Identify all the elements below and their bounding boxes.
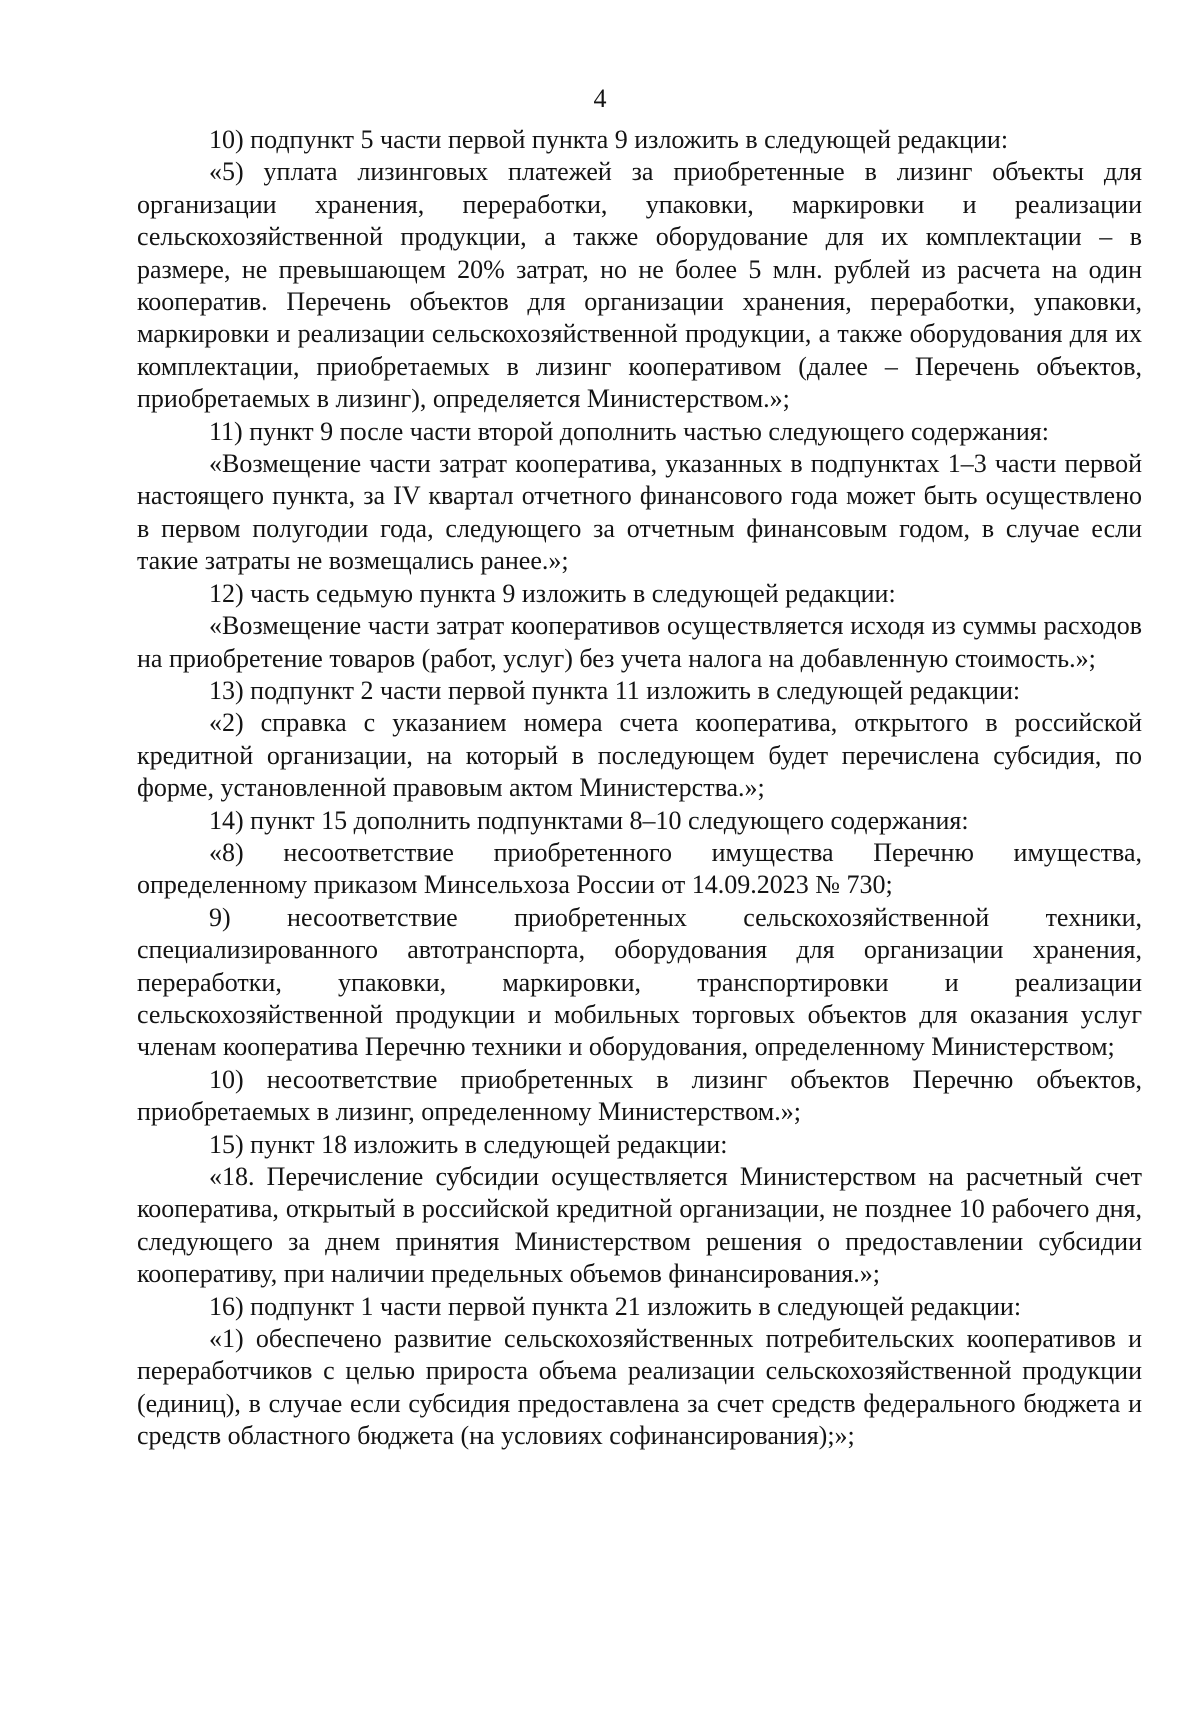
paragraph-subitem-5-leasing: «5) уплата лизинговых платежей за приобретенные в лизинг объекты для организации хранения, переработки, упаковки, маркировки и реализации сельскохозяйственной продукции, а также оборудование для их комплектации – в размере, не превышающем 20% затрат, но не более 5 млн. рублей из расчета на один кооператив. Перечень объектов для организации хранения, переработки, упаковки, маркировки и реализации сельскохозяйственной продукции, а также оборудования для их комплектации, приобретаемых в лизинг кооперативом (далее – Перечень объектов, приобретаемых в лизинг), определяется Министерством.»; <box>137 157 1142 414</box>
paragraph-point-18-transfer: «18. Перечисление субсидии осуществляется Министерством на расчетный счет кооператива, открытый в российской кредитной организации, не позднее 10 рабочего дня, следующего за днем принятия Министерством решения о предоставлении субсидии кооперативу, при наличии предельных объемов финансирования.»; <box>137 1162 1142 1289</box>
paragraph-cost-reimbursement-vat: «Возмещение части затрат кооперативов осуществляется исходя из суммы расходов на приобретение товаров (работ, услуг) без учета налога на добавленную стоимость.»; <box>137 611 1142 673</box>
paragraph-subitem-2-bank-certificate: «2) справка с указанием номера счета кооператива, открытого в российской кредитной организации, на который в последующем будет перечислена субсидия, по форме, установленной правовым актом Министерства.»; <box>137 708 1142 803</box>
paragraph-item-15: 15) пункт 18 изложить в следующей редакции: <box>209 1129 728 1159</box>
paragraph-cost-reimbursement-q4: «Возмещение части затрат кооператива, указанных в подпунктах 1–3 части первой настоящего пункта, за IV квартал отчетного финансового года может быть осуществлено в первом полугодии года, следующего за отчетным финансовым годом, в случае если такие затраты не возмещались ранее.»; <box>137 449 1142 576</box>
paragraph-subitem-1-development: «1) обеспечено развитие сельскохозяйственных потребительских кооперативов и переработчиков с целью прироста объема реализации сельскохозяйственной продукции (единиц), в случае если субсидия предоставлена за счет средств федерального бюджета и средств областного бюджета (на условиях софинансирования);»; <box>137 1324 1142 1451</box>
paragraph-item-16: 16) подпункт 1 части первой пункта 21 изложить в следующей редакции: <box>209 1291 1022 1321</box>
paragraph-item-12: 12) часть седьмую пункта 9 изложить в следующей редакции: <box>209 578 896 608</box>
paragraph-subitem-9-equipment: 9) несоответствие приобретенных сельскохозяйственной техники, специализированного автотранспорта, оборудования для организации хранения, переработки, упаковки, маркировки, транспортировки и реализации сельскохозяйственной продукции и мобильных торговых объектов для оказания услуг членам кооператива Перечню техники и оборудования, определенному Министерством; <box>137 902 1142 1062</box>
page-number: 4 <box>593 84 607 113</box>
paragraph-item-11: 11) пункт 9 после части второй дополнить частью следующего содержания: <box>209 416 1049 446</box>
document-body <box>137 124 1142 1453</box>
paragraph-item-10: 10) подпункт 5 части первой пункта 9 изложить в следующей редакции: <box>209 125 1009 154</box>
paragraph-item-14: 14) пункт 15 дополнить подпунктами 8–10 следующего содержания: <box>209 805 969 835</box>
paragraph-subitem-10-leasing-objects: 10) несоответствие приобретенных в лизинг объектов Перечню объектов, приобретаемых в лизинг, определенному Министерством.»; <box>137 1064 1142 1127</box>
paragraph-subitem-8-property: «8) несоответствие приобретенного имущества Перечню имущества, определенному приказом Минсельхоза России от 14.09.2023 № 730; <box>137 837 1142 900</box>
paragraph-item-13: 13) подпункт 2 части первой пункта 11 изложить в следующей редакции: <box>209 675 1021 705</box>
